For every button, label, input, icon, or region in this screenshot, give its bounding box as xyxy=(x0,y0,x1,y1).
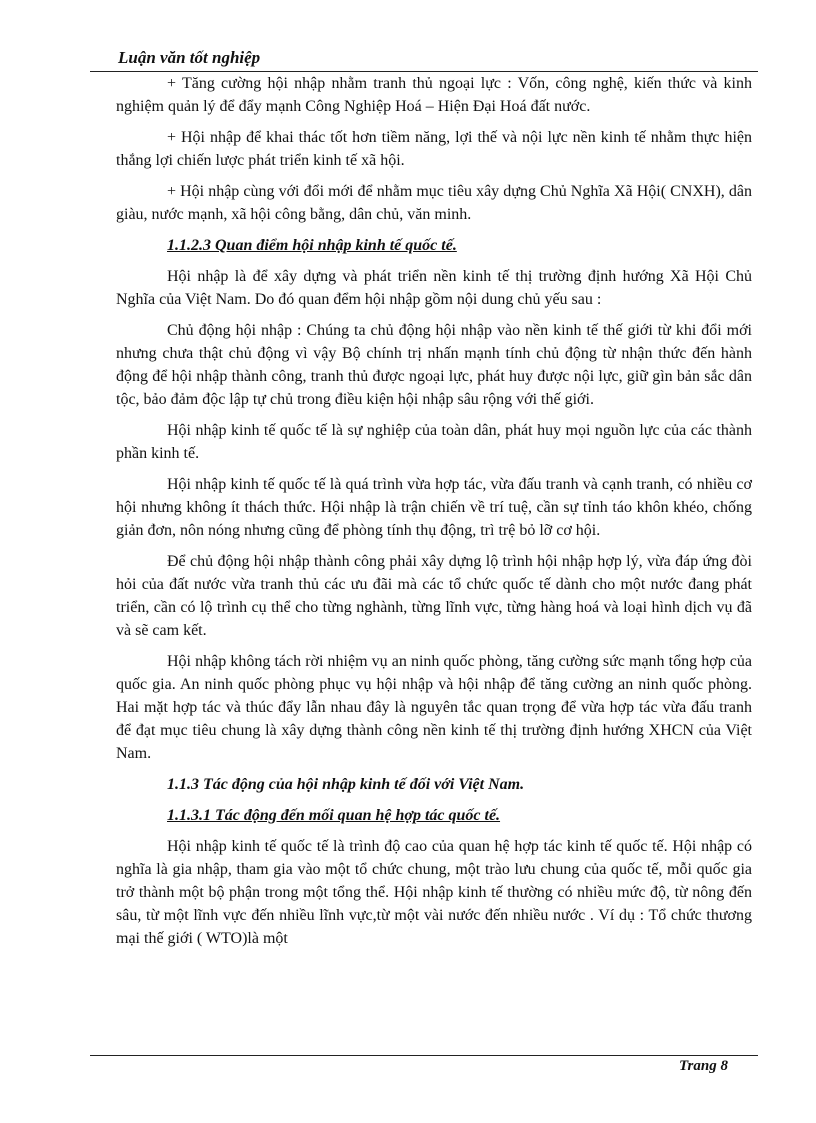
subsection-heading: 1.1.3.1 Tác động đến mối quan hệ hợp tác quốc tế. xyxy=(167,807,501,824)
section-heading: 1.1.3 Tác động của hội nhập kinh tế đối với Việt Nam. xyxy=(167,776,525,793)
paragraph: + Hội nhập cùng với đổi mới để nhằm mục tiêu xây dựng Chủ Nghĩa Xã Hội( CNXH), dân giàu, nước mạnh, xã hội công bằng, dân chủ, văn minh. xyxy=(116,183,752,223)
running-header: Luận văn tốt nghiệp xyxy=(118,48,261,67)
paragraph: Hội nhập không tách rời nhiệm vụ an ninh quốc phòng, tăng cường sức mạnh tổng hợp của quốc gia. An ninh quốc phòng phục vụ hội nhập và hội nhập để tăng cường an ninh quốc phòng. Hai mặt hợp tác và thúc đẩy lẫn nhau đây là nguyên tắc quan trọng để vừa hợp tác vừa đấu tranh để đạt mục tiêu chung là xây dựng thành công nền kinh tế thị trường định hướng XHCN của Việt Nam. xyxy=(116,653,752,762)
paragraph: Hội nhập là để xây dựng và phát triển nền kinh tế thị trường định hướng Xã Hội Chủ Nghĩa của Việt Nam. Do đó quan đểm hội nhập gồm nội dung chủ yếu sau : xyxy=(116,268,752,308)
paragraph: Để chủ động hội nhập thành công phải xây dựng lộ trình hội nhập hợp lý, vừa đáp ứng đòi hỏi của đất nước vừa tranh thủ các ưu đãi mà các tổ chức quốc tế dành cho một nước đang phát triển, cần có lộ trình cụ thể cho từng nghành, từng lĩnh vực, từng hàng hoá và loại hình dịch vụ đã và sẽ cam kết. xyxy=(116,553,752,639)
footer-divider xyxy=(90,1055,758,1056)
paragraph: Hội nhập kinh tế quốc tế là sự nghiệp của toàn dân, phát huy mọi nguồn lực của các thành phần kinh tế. xyxy=(116,422,752,462)
paragraph: Hội nhập kinh tế quốc tế là trình độ cao của quan hệ hợp tác kinh tế quốc tế. Hội nhập có nghĩa là gia nhập, tham gia vào một tổ chức chung, một trào lưu chung của quốc tế, mỗi quốc gia trở thành một bộ phận trong một tổng thể. Hội nhập kinh tế thường có nhiều mức độ, từ nông đến sâu, từ một lĩnh vực đến nhiều lĩnh vực,từ một vài nước đến nhiều nước . Ví dụ : Tổ chức thương mại thế giới ( WTO)là một xyxy=(116,838,752,947)
paragraph: + Hội nhập để khai thác tốt hơn tiềm năng, lợi thế và nội lực nền kinh tế nhằm thực hiện thắng lợi chiến lược phát triển kinh tế xã hội. xyxy=(116,129,752,169)
paragraph: + Tăng cường hội nhập nhằm tranh thủ ngoại lực : Vốn, công nghệ, kiến thức và kinh nghiệm quản lý để đẩy mạnh Công Nghiệp Hoá – Hiện Đại Hoá đất nước. xyxy=(116,75,752,115)
section-heading: 1.1.2.3 Quan điểm hội nhập kinh tế quốc tế. xyxy=(167,237,457,254)
page-number: Trang 8 xyxy=(678,1058,728,1074)
paragraph: Chủ động hội nhập : Chúng ta chủ động hội nhập vào nền kinh tế thế giới từ khi đổi mới nhưng chưa thật chủ động vì vậy Bộ chính trị nhấn mạnh tính chủ động từ nhận thức đến hành động để hội nhập thành công, tranh thủ được ngoại lực, phát huy được nội lực, giữ gìn bản sắc dân tộc, bảo đảm độc lập tự chủ trong điều kiện hội nhập sâu rộng với thế giới. xyxy=(116,322,752,408)
paragraph: Hội nhập kinh tế quốc tế là quá trình vừa hợp tác, vừa đấu tranh và cạnh tranh, có nhiều cơ hội nhưng không ít thách thức. Hội nhập là trận chiến về trí tuệ, cần sự tỉnh táo khôn khéo, chống giản đơn, nôn nóng nhưng cũng để phòng tính thụ động, trì trệ bỏ lỡ cơ hội. xyxy=(116,476,752,539)
page-body xyxy=(116,72,752,958)
